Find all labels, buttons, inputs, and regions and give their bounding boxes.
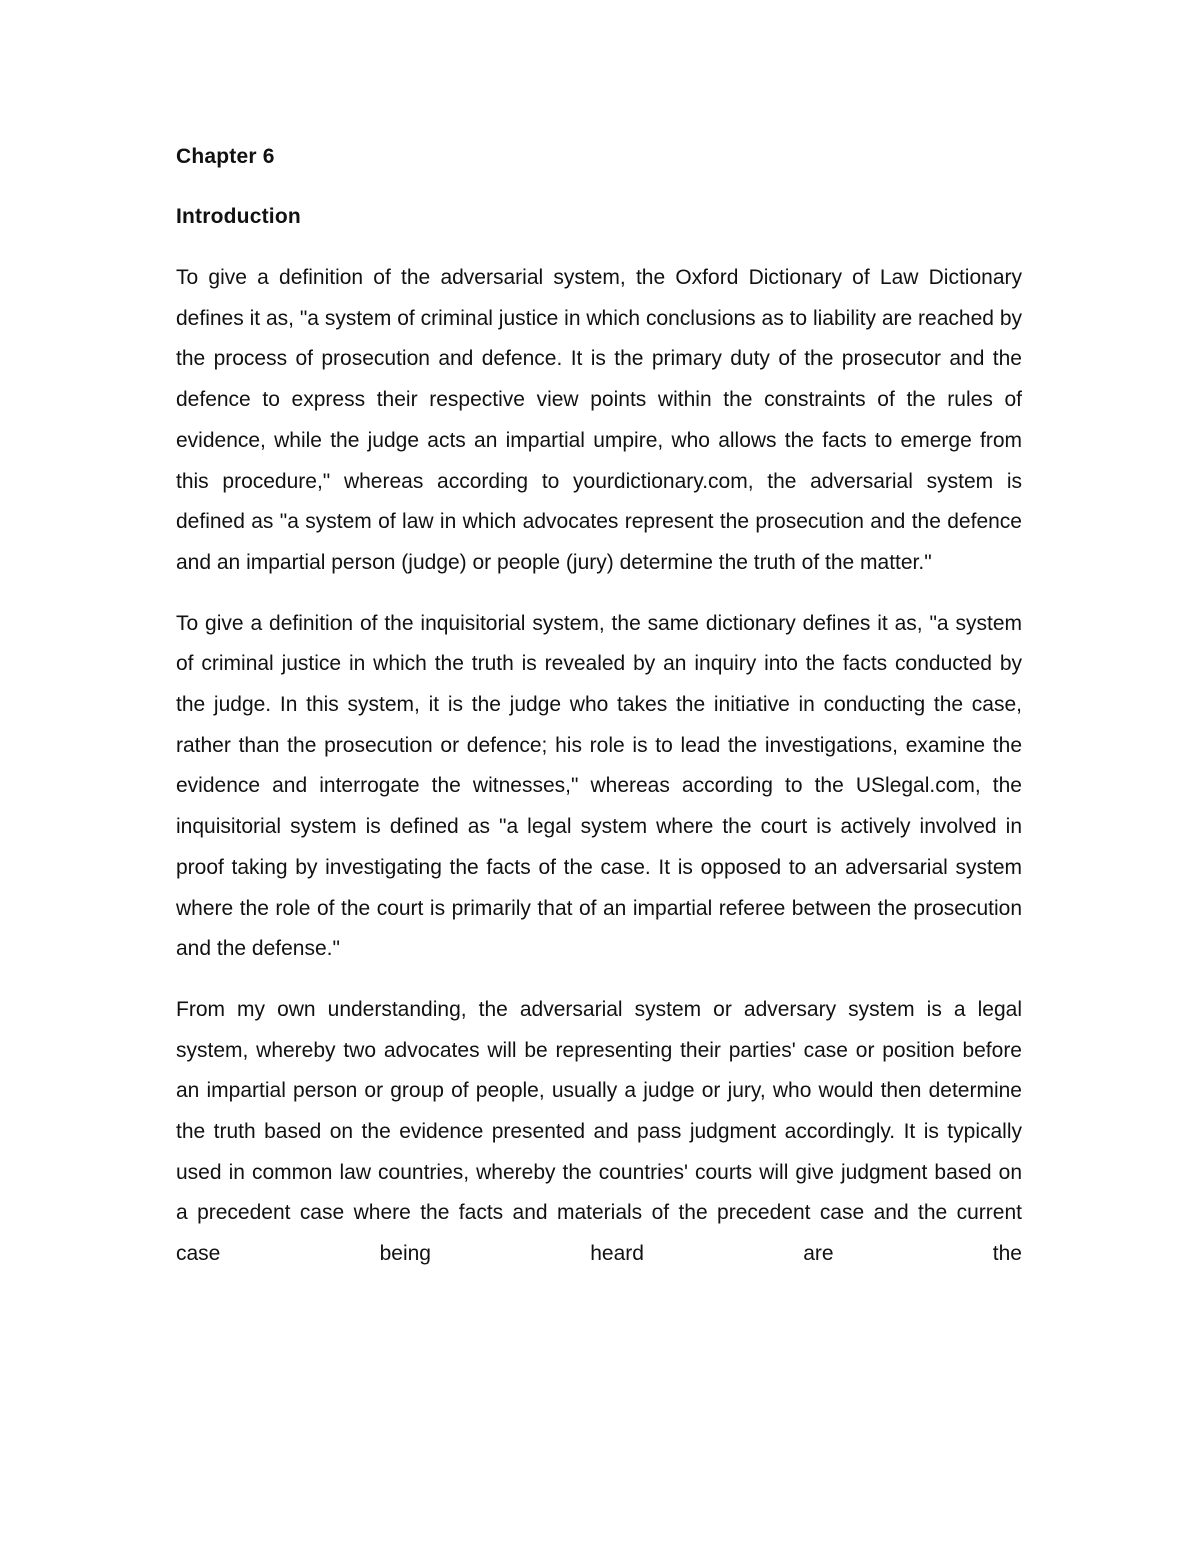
paragraph-own-understanding: From my own understanding, the adversarial system or adversary system is a legal system, whereby two advocates will be representing their parties' case or position before an impartial person or group of people, usually a judge or jury, who would then determine the truth based on the evidence presented and pass judgment accordingly. It is typically used in common law countries, whereby the countries' courts will give judgment based on a precedent case where the facts and materials of the precedent case and the current case being heard are the	[176, 997, 1022, 1266]
chapter-label: Chapter 6	[176, 145, 275, 168]
section-heading: Introduction	[176, 205, 301, 228]
paragraph-adversarial-definition: To give a definition of the adversarial system, the Oxford Dictionary of Law Dictionary defines it as, "a system of criminal justice in which conclusions as to liability are reached by the process of prosecution and defence. It is the primary duty of the prosecutor and the defence to express their respective view points within the constraints of the rules of evidence, while the judge acts an impartial umpire, who allows the facts to emerge from this procedure," whereas according to yourdictionary.com, the adversarial system is defined as "a system of law in which advocates represent the prosecution and the defence and an impartial person (judge) or people (jury) determine the truth of the matter."	[176, 266, 1022, 574]
paragraph-inquisitorial-definition: To give a definition of the inquisitorial system, the same dictionary defines it as, "a system of criminal justice in which the truth is revealed by an inquiry into the facts conducted by the judge. In this system, it is the judge who takes the initiative in conducting the case, rather than the prosecution or defence; his role is to lead the investigations, examine the evidence and interrogate the witnesses," whereas according to the USlegal.com, the inquisitorial system is defined as "a legal system where the court is actively involved in proof taking by investigating the facts of the case. It is opposed to an adversarial system where the role of the court is primarily that of an impartial referee between the prosecution and the defense."	[176, 611, 1022, 961]
document-page	[176, 138, 1022, 1295]
